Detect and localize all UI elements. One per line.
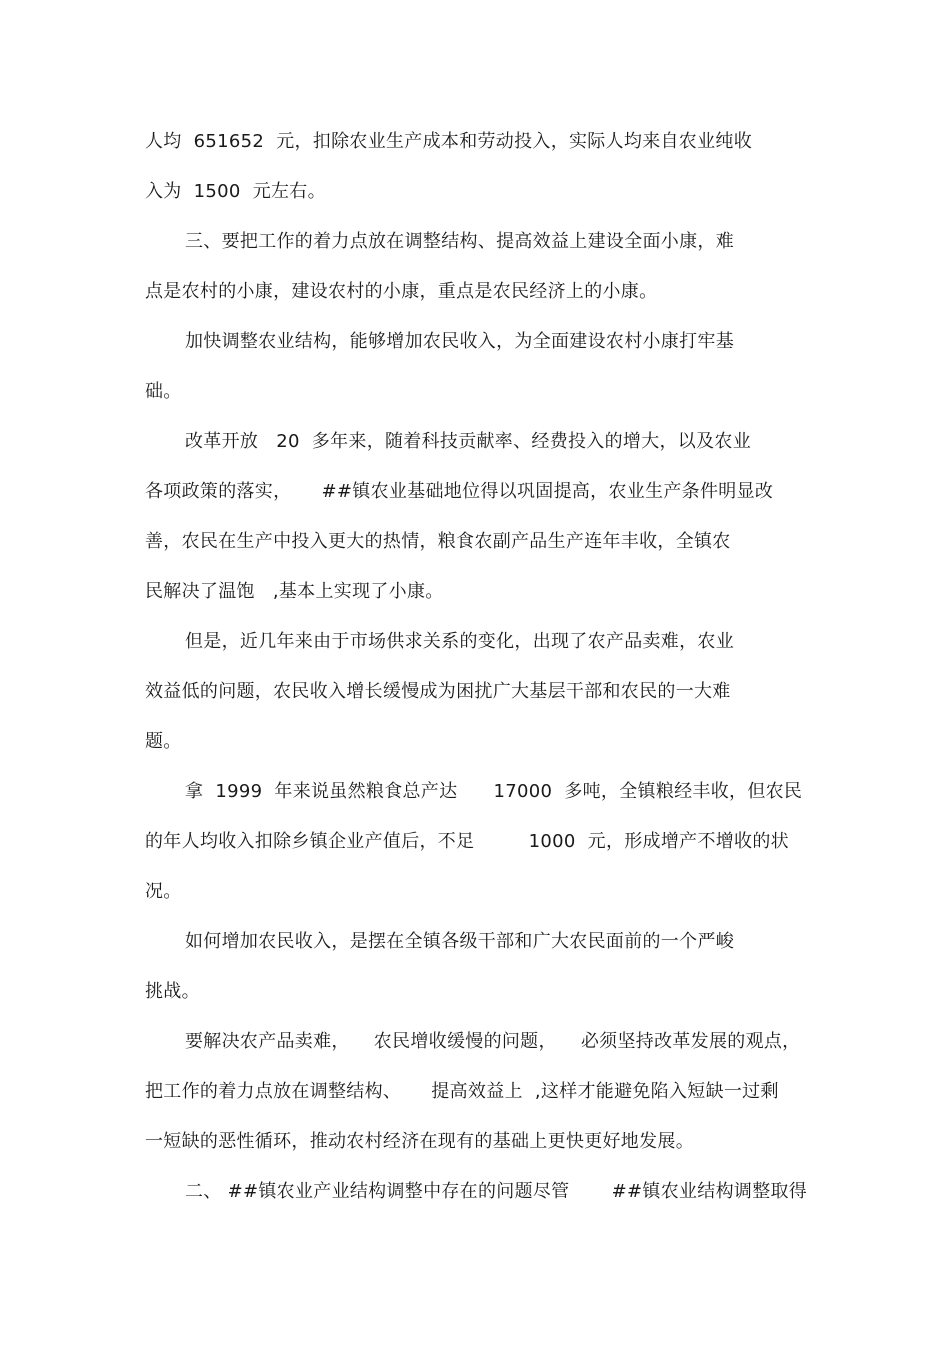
text-line: 各项政策的落实， ##镇农业基础地位得以巩固提高，农业生产条件明显改 xyxy=(145,481,774,502)
text-line: 础。 xyxy=(145,381,182,402)
text-line: 加快调整农业结构，能够增加农民收入，为全面建设农村小康打牢基 xyxy=(185,331,734,352)
text-line: 的年人均收入扣除乡镇企业产值后，不足 1000 元，形成增产不增收的状 xyxy=(145,831,789,852)
text-line: 二、 ##镇农业产业结构调整中存在的问题尽管 ##镇农业结构调整取得 xyxy=(185,1181,808,1202)
text-line: 点是农村的小康，建设农村的小康，重点是农民经济上的小康。 xyxy=(145,281,658,302)
text-line: 人均 651652 元，扣除农业生产成本和劳动投入，实际人均来自农业纯收 xyxy=(145,131,752,152)
text-line: 三、要把工作的着力点放在调整结构、提高效益上建设全面小康，难 xyxy=(185,231,734,252)
text-line: 要解决农产品卖难， 农民增收缓慢的问题， 必须坚持改革发展的观点， xyxy=(185,1031,801,1052)
text-line: 入为 1500 元左右。 xyxy=(145,181,326,202)
text-line: 题。 xyxy=(145,731,182,752)
text-line: 挑战。 xyxy=(145,981,200,1002)
text-line: 善，农民在生产中投入更大的热情，粮食农副产品生产连年丰收，全镇农 xyxy=(145,531,731,552)
text-line: 效益低的问题，农民收入增长缓慢成为困扰广大基层干部和农民的一大难 xyxy=(145,681,731,702)
text-line: 拿 1999 年来说虽然粮食总产达 17000 多吨，全镇粮经丰收，但农民 xyxy=(185,781,803,802)
text-line: 民解决了温饱 ,基本上实现了小康。 xyxy=(145,581,444,602)
text-line: 把工作的着力点放在调整结构、 提高效益上 ,这样才能避免陷入短缺一过剩 xyxy=(145,1081,779,1102)
text-line: 但是，近几年来由于市场供求关系的变化，出现了农产品卖难，农业 xyxy=(185,631,734,652)
text-line: 改革开放 20 多年来，随着科技贡献率、经费投入的增大，以及农业 xyxy=(185,431,752,452)
text-line: 况。 xyxy=(145,881,182,902)
text-line: 一短缺的恶性循环，推动农村经济在现有的基础上更快更好地发展。 xyxy=(145,1131,694,1152)
text-line: 如何增加农民收入，是摆在全镇各级干部和广大农民面前的一个严峻 xyxy=(185,931,734,952)
